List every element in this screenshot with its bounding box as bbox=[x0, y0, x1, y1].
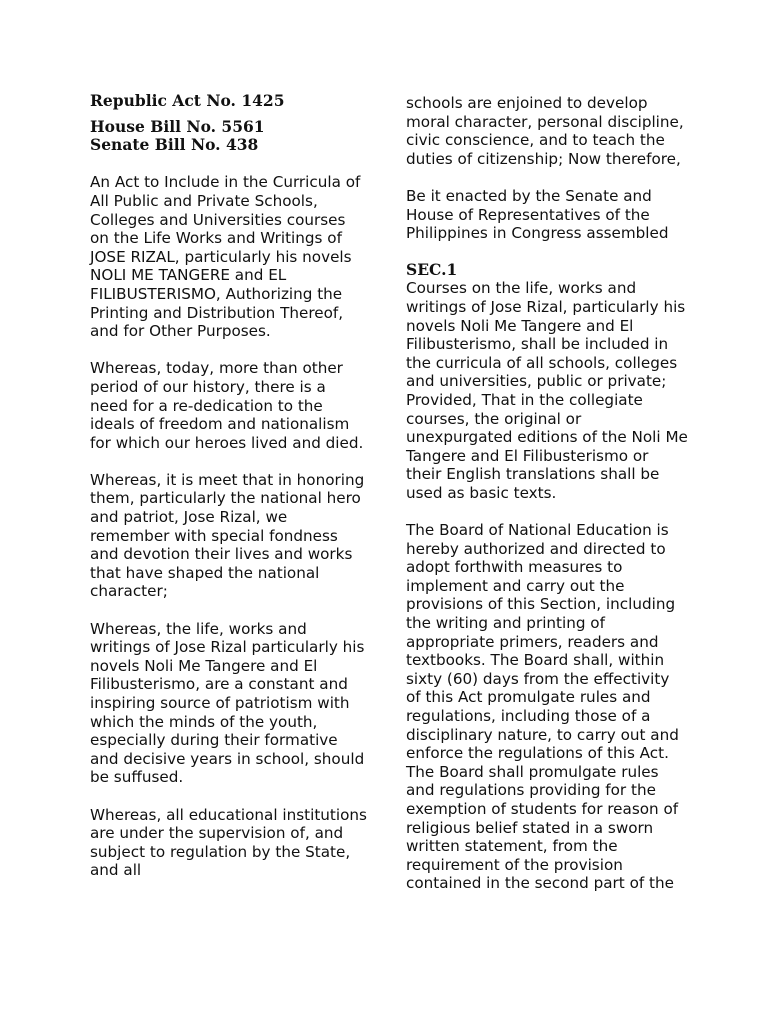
section-heading: SEC.1 bbox=[406, 259, 458, 279]
right-column bbox=[406, 94, 688, 893]
house-bill-number: House Bill No. 5561 bbox=[90, 116, 265, 136]
whereas-paragraph: Whereas, all educational institutions are under the supervision of, and subject to regulation by the State, and all bbox=[90, 805, 367, 880]
left-column bbox=[90, 92, 368, 880]
section-paragraph: Courses on the life, works and writings of Jose Rizal, particularly his novels Noli Me Tangere and El Filibusterismo, shall be included in the curricula of all schools, colleges and universities, public or private; Provided, That in the collegiate courses, the original or unexpurgated editions of the Noli Me Tangere and El Filibusterismo or their English translations shall be used as basic texts. bbox=[406, 279, 688, 502]
whereas-continuation: schools are enjoined to develop moral character, personal discipline, civic conscience, and to teach the duties of citizenship; Now therefore, bbox=[406, 94, 684, 168]
section-paragraph: The Board of National Education is hereby authorized and directed to adopt forthwith measures to implement and carry out the provisions of this Section, including the writing and printing of appropriate primers, readers and textbooks. The Board shall, within sixty (60) days from the effectivity of this Act promulgate rules and regulations, including those of a disciplinary nature, to carry out and enforce the regulations of this Act. The Board shall promulgate rules and regulations providing for the exemption of students for reason of religious belief stated in a sworn written statement, from the requirement of the provision contained in the second part of the bbox=[406, 521, 679, 893]
act-title: Republic Act No. 1425 bbox=[90, 91, 285, 110]
act-description: An Act to Include in the Curricula of All Public and Private Schools, Colleges and Universities courses on the Life Works and Writings of JOSE RIZAL, particularly his novels NOLI ME TANGERE and EL FILIBUSTERISMO, Authorizing the Printing and Distribution Thereof, and for Other Purposes. bbox=[90, 173, 361, 341]
senate-bill-number: Senate Bill No. 438 bbox=[90, 135, 259, 155]
whereas-paragraph: Whereas, today, more than other period of our history, there is a need for a re-dedication to the ideals of freedom and nationalism for which our heroes lived and died. bbox=[90, 359, 364, 452]
whereas-paragraph: Whereas, it is meet that in honoring them, particularly the national hero and patriot, Jose Rizal, we remember with special fondness and devotion their lives and works that have shaped the national character; bbox=[90, 470, 365, 601]
whereas-paragraph: Whereas, the life, works and writings of Jose Rizal particularly his novels Noli Me Tangere and El Filibusterismo, are a constant and inspiring source of patriotism with which the minds of the youth, especially during their formative and decisive years in school, should be suffused. bbox=[90, 619, 365, 787]
enacting-clause: Be it enacted by the Senate and House of Representatives of the Philippines in Congress assembled bbox=[406, 186, 669, 243]
